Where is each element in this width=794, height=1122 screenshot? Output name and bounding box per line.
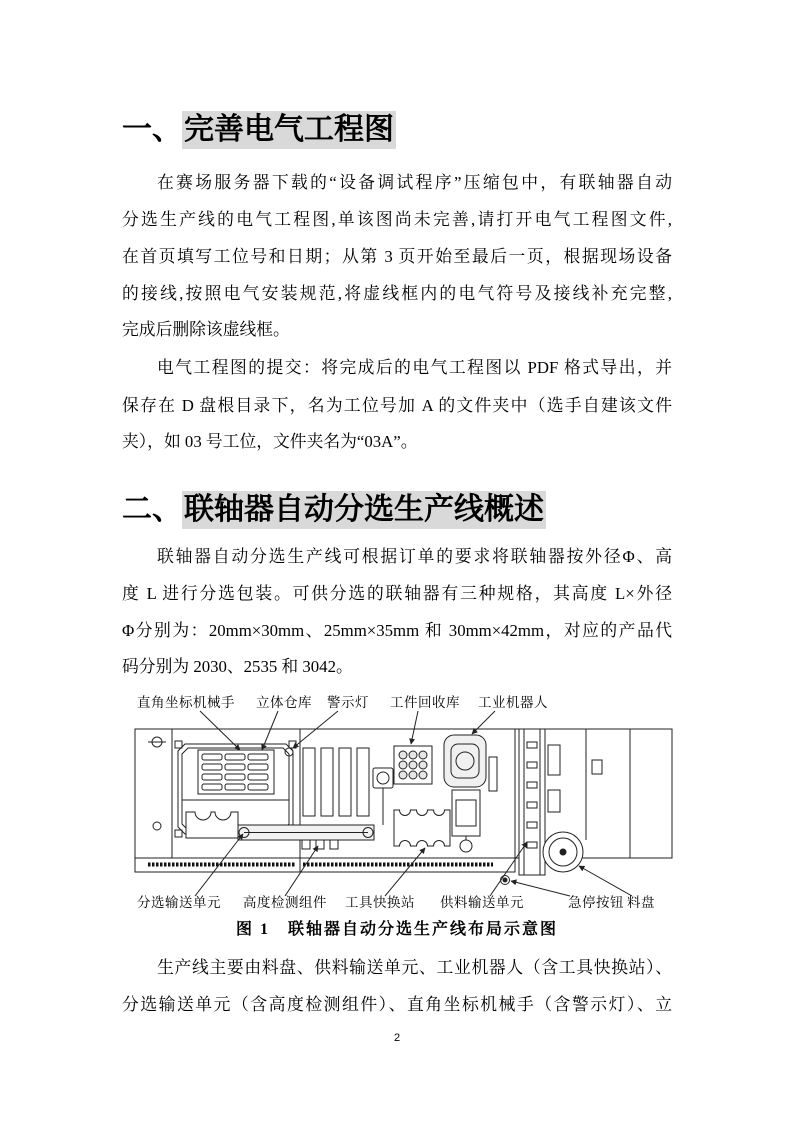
tray-hub	[560, 849, 566, 855]
recycle-slot	[399, 751, 407, 759]
material-tray	[543, 832, 583, 872]
paragraph-line: Φ分别为：20mm×30mm、25mm×35mm 和 30mm×42mm，对应的产品代	[122, 621, 672, 640]
figure-label-industrial-robot: 工业机器人	[478, 695, 548, 710]
panel-device	[548, 790, 560, 812]
sorting-tray-body	[186, 812, 238, 838]
production-line-layout-diagram	[130, 706, 675, 898]
paragraph-line: 生产线主要由料盘、供料输送单元、工业机器人（含工具快换站）、	[157, 958, 672, 977]
workpiece-recycle-store	[394, 746, 432, 784]
paragraph-line: 度 L 进行分选包装。可供分选的联轴器有三种规格，其高度 L×外径	[122, 584, 672, 603]
caption-label: 图 1	[235, 921, 270, 938]
figure-label-material-tray: 料盘	[627, 895, 655, 910]
figure-label-emergency-stop: 急停按钮	[568, 895, 624, 910]
height-detection-assembly	[302, 840, 338, 849]
panel-knobs	[148, 737, 166, 830]
section-heading-2	[122, 491, 546, 529]
sorting-chute	[339, 748, 351, 816]
leader-emergency-stop	[511, 881, 570, 896]
paragraph-line: 完成后删除该虚线框。	[122, 320, 290, 339]
paragraph-line: 分选生产线的电气工程图,单该图尚未完善,请打开电气工程图文件,	[122, 210, 672, 229]
warehouse-body	[198, 750, 274, 794]
paragraph-line: 夹），如 03 号工位，文件夹名为“03A”。	[122, 432, 418, 451]
robot-arm	[444, 735, 486, 787]
figure-caption	[122, 919, 672, 941]
gantry-post	[175, 741, 182, 748]
recycle-slot	[399, 771, 407, 779]
sorting-chute	[303, 748, 315, 816]
tool-change-rack	[394, 810, 450, 846]
paragraph-line: 码分别为 2030、2535 和 3042。	[122, 657, 353, 676]
recycle-slot	[419, 771, 427, 779]
paragraph-line: 分选输送单元（含高度检测组件）、直角坐标机械手（含警示灯）、立	[122, 995, 672, 1014]
height-sensor	[330, 840, 338, 849]
right-panel-devices	[548, 745, 602, 812]
gantry-post	[175, 830, 182, 837]
heading-title: 联轴器自动分选生产线概述	[182, 491, 546, 529]
height-sensor	[302, 840, 310, 849]
caption-title: 联轴器自动分选生产线布局示意图	[288, 921, 559, 938]
sorting-chute	[321, 748, 333, 816]
panel-device	[548, 745, 560, 775]
figure-label-feed-conveyor: 供料输送单元	[440, 895, 524, 910]
figure-label-height-detection: 高度检测组件	[243, 895, 327, 910]
heading-number: 一、	[122, 113, 182, 146]
recycle-slot	[419, 751, 427, 759]
conveyor-motor	[373, 768, 393, 825]
sorting-conveyor	[238, 825, 374, 840]
motor-shaft	[377, 772, 389, 784]
page-number: 2	[393, 1032, 401, 1044]
leader-material-tray	[579, 866, 632, 896]
robot-base-inner	[456, 800, 476, 826]
robot-side-bracket	[489, 757, 497, 791]
motor-housing	[373, 768, 393, 788]
figure-label-warning-light: 警示灯	[327, 695, 369, 710]
leader-recycle-store	[411, 711, 418, 744]
sorting-chutes	[303, 748, 369, 816]
paragraph-line: 的接线,按照电气安装规范,将虚线框内的电气符号及接线补充完整,	[122, 284, 672, 303]
figure-label-cartesian-robot: 直角坐标机械手	[137, 695, 235, 710]
stereo-warehouse	[198, 750, 274, 794]
paragraph-line: 联轴器自动分选生产线可根据订单的要求将联轴器按外径Φ、高	[157, 547, 672, 566]
paragraph-line: 电气工程图的提交：将完成后的电气工程图以 PDF 格式导出，并	[157, 358, 672, 377]
recycle-slot	[409, 761, 417, 769]
paragraph-line: 保存在 D 盘根目录下，名为工位号加 A 的文件夹中（选手自建该文件	[122, 396, 672, 415]
figure-label-tool-change: 工具快换站	[345, 895, 415, 910]
recycle-slot	[409, 771, 417, 779]
tool-change-station	[394, 810, 450, 846]
leader-industrial-robot	[472, 711, 495, 734]
industrial-robot	[444, 735, 497, 852]
estop-cap	[503, 878, 507, 882]
robot-flange	[460, 840, 472, 852]
paragraph-line: 在赛场服务器下载的“设备调试程序”压缩包中，有联轴器自动	[157, 173, 672, 192]
figure-label-warehouse: 立体仓库	[256, 695, 312, 710]
panel-device	[592, 760, 602, 774]
panel-knob	[153, 822, 161, 830]
heading-title: 完善电气工程图	[182, 111, 396, 149]
sorting-tray	[186, 812, 238, 838]
sorting-chute	[357, 748, 369, 816]
recycle-slot	[419, 761, 427, 769]
section-heading-1	[122, 111, 396, 149]
feed-conveyor	[519, 729, 545, 875]
recycle-slot	[409, 751, 417, 759]
leader-height-detection	[285, 846, 318, 896]
figure-label-recycle-store: 工件回收库	[390, 695, 460, 710]
figure-label-sorting-conveyor: 分选输送单元	[137, 895, 221, 910]
paragraph-line: 在首页填写工位号和日期；从第 3 页开始至最后一页，根据现场设备	[122, 247, 672, 266]
recycle-slot	[399, 761, 407, 769]
heading-number: 二、	[122, 493, 182, 526]
emergency-stop-button	[501, 876, 510, 885]
